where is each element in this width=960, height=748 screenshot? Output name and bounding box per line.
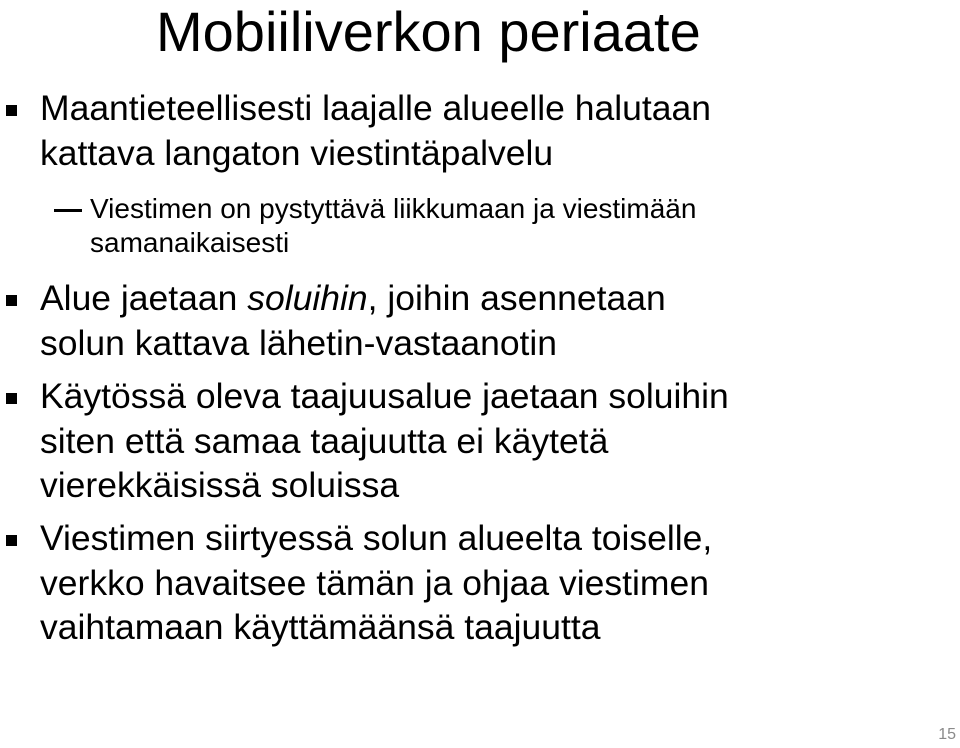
square-bullet-icon <box>6 535 17 546</box>
sub-bullet-text: Viestimen on pystyttävä liikkumaan ja viestimään samanaikaisesti <box>90 193 697 258</box>
bullet-text: Käytössä oleva taajuusalue jaetaan soluihin siten että samaa taajuutta ei käytetä vierekkäisissä soluissa <box>40 376 729 505</box>
emphasized-term: soluihin <box>247 278 368 318</box>
square-bullet-icon <box>6 295 17 306</box>
square-bullet-icon <box>6 105 17 116</box>
page-number: 15 <box>938 726 956 743</box>
dash-bullet-icon <box>54 209 82 212</box>
bullet-text: Maantieteellisesti laajalle alueelle halutaan kattava langaton viestintäpalvelu <box>40 88 711 173</box>
bullet-text: Alue jaetaan soluihin, joihin asennetaan solun kattava lähetin-vastaanotin <box>40 278 666 363</box>
slide-title: Mobiiliverkon periaate <box>156 0 701 63</box>
square-bullet-icon <box>6 393 17 404</box>
bullet-text: Viestimen siirtyessä solun alueelta toiselle, verkko havaitsee tämän ja ohjaa viestimen vaihtamaan käyttämäänsä taajuutta <box>40 518 713 647</box>
